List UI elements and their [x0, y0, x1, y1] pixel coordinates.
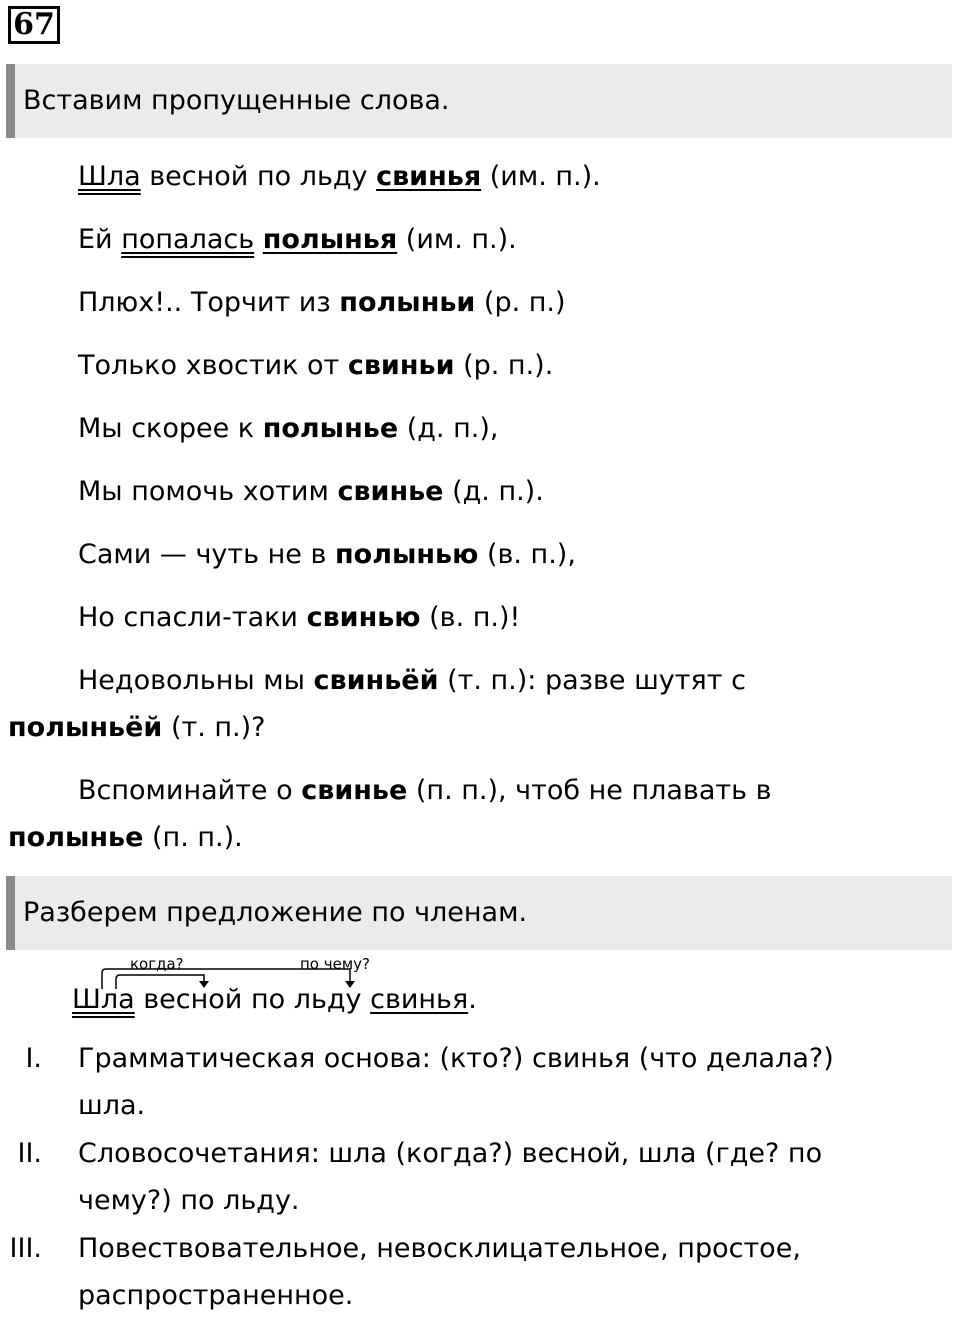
text: .: [468, 984, 477, 1015]
text: Ей: [78, 224, 122, 255]
section-heading-parse: Разберем предложение по членам.: [6, 876, 952, 950]
poem-line-7: [78, 538, 576, 572]
case-note: (д. п.).: [443, 476, 544, 507]
item-3-line-2: распространенное.: [78, 1280, 354, 1311]
text: (п. п.), чтоб не плавать в: [407, 775, 772, 806]
text: Но спасли-таки: [78, 602, 307, 633]
item-1-line-2: шла.: [78, 1090, 146, 1121]
roman-numeral-1: I.: [25, 1043, 42, 1074]
parsed-sentence: [72, 983, 477, 1017]
case-note: (р. п.): [475, 287, 566, 318]
text: весной по льду: [134, 984, 371, 1015]
text: Вспоминайте о: [78, 775, 302, 806]
item-2-line-2: чему?) по льду.: [78, 1185, 300, 1216]
predicate-word: Шла: [78, 161, 141, 192]
inserted-word: полыньи: [339, 287, 476, 318]
question-by-what: по чему?: [300, 955, 370, 973]
poem-line-9: [78, 664, 746, 698]
poem-line-10: [78, 774, 772, 808]
case-note: (т. п.)?: [162, 712, 266, 743]
case-note: (в. п.)!: [420, 602, 521, 633]
poem-line-9-cont: [8, 711, 265, 745]
inserted-word: полынью: [334, 539, 479, 570]
inserted-word: свиньёй: [313, 665, 439, 696]
text: (т. п.): разве шутят с: [438, 665, 746, 696]
roman-numeral-3: III.: [9, 1233, 42, 1264]
question-when: когда?: [130, 955, 184, 973]
text: Недовольны мы: [78, 665, 314, 696]
item-3-line-1: Повествовательное, невосклицательное, простое,: [78, 1233, 801, 1264]
text: Мы помочь хотим: [78, 476, 338, 507]
poem-line-10-cont: [8, 821, 243, 855]
section-heading-insert-words: Вставим пропущенные слова.: [6, 64, 952, 138]
case-note: (р. п.).: [454, 350, 554, 381]
text: Плюх!.. Торчит из: [78, 287, 340, 318]
case-note: (им. п.).: [397, 224, 517, 255]
case-note: (п. п.).: [143, 822, 243, 853]
predicate-word: попалась: [121, 224, 255, 255]
text: Мы скорее к: [78, 413, 263, 444]
subject-word: свинья: [370, 984, 469, 1015]
text: Только хвостик от: [78, 350, 348, 381]
inserted-word: свинье: [337, 476, 444, 507]
item-1-line-1: Грамматическая основа: (кто?) свинья (что делала?): [78, 1043, 834, 1074]
case-note: (в. п.),: [478, 539, 576, 570]
inserted-word: полыньёй: [8, 712, 163, 743]
inserted-word: свиньи: [347, 350, 455, 381]
poem-line-5: [78, 412, 498, 446]
exercise-number: 67: [8, 6, 60, 44]
item-2-line-1: Словосочетания: шла (когда?) весной, шла (где? по: [78, 1138, 823, 1169]
roman-numeral-2: II.: [17, 1138, 42, 1169]
poem-line-6: [78, 475, 544, 509]
poem-line-1: [78, 160, 601, 194]
case-note: (д. п.),: [398, 413, 499, 444]
subject-word: свинья: [376, 161, 482, 192]
poem-line-2: [78, 223, 517, 257]
inserted-word: свинье: [301, 775, 408, 806]
inserted-word: полынье: [8, 822, 144, 853]
predicate-word: Шла: [72, 984, 135, 1015]
subject-word: полынья: [262, 224, 398, 255]
inserted-word: свинью: [306, 602, 421, 633]
case-note: (им. п.).: [481, 161, 601, 192]
text: [254, 224, 263, 255]
text: весной по льду: [140, 161, 377, 192]
poem-line-3: [78, 286, 566, 320]
poem-line-4: [78, 349, 553, 383]
inserted-word: полынье: [262, 413, 399, 444]
text: Сами — чуть не в: [78, 539, 335, 570]
poem-line-8: [78, 601, 520, 635]
